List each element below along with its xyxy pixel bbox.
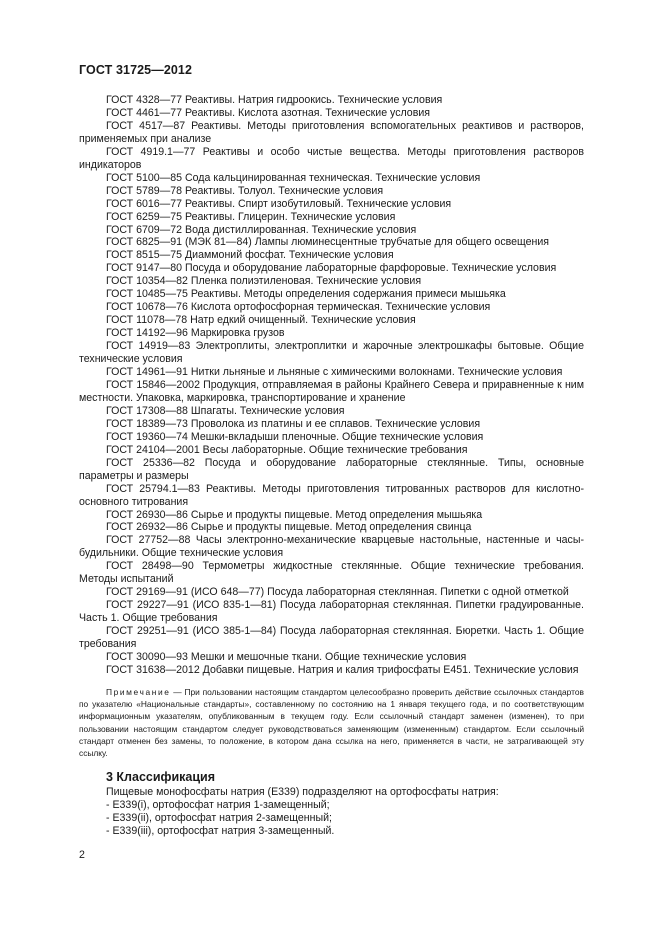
reference-item	[79, 651, 584, 664]
reference-code: ГОСТ 26932—86	[106, 521, 188, 534]
reference-title: Сырье и продукты пищевые. Метод определения мышьяка	[190, 508, 483, 521]
note-label: Примечание	[106, 687, 171, 697]
reference-item	[79, 418, 584, 431]
reference-code: ГОСТ 17308—88	[106, 404, 188, 417]
note-text: — При пользовании настоящим стандартом целесообразно проверить действие ссылочных стандартов по указателю «Национальные стандарты», составленному по состоянию на 1 января текущего года, и по соответствующим информационным указателям, опубликованным в текущем году. Если ссылочный стандарт заменен (изменен), то при пользовании настоящим стандартом следует руководствоваться заменяющим (измененным) стандартом. Если ссылочный стандарт отменен без замены, то положение, в котором дана ссылка на него, применяется в части, не затрагивающей эту ссылку.	[79, 687, 584, 759]
section-title: 3 Классификация	[106, 770, 216, 784]
reference-title: Посуда и оборудование лабораторные стеклянные. Типы, основные параметры и размеры	[79, 456, 584, 482]
reference-item	[79, 314, 584, 327]
classification-item: - Е339(iii), ортофосфат натрия 3-замещенный.	[106, 825, 335, 837]
reference-title: Реактивы. Методы определения содержания примеси мышьяка	[190, 288, 506, 301]
reference-item	[79, 405, 584, 418]
reference-item	[79, 509, 584, 522]
reference-item	[79, 457, 584, 483]
reference-code: ГОСТ 30090—93	[106, 650, 188, 663]
reference-code: ГОСТ 5789—78	[106, 184, 183, 197]
reference-code: ГОСТ 31638—2012	[106, 663, 200, 676]
reference-code: ГОСТ 11078—78	[106, 314, 188, 327]
reference-title: Продукция, отправляемая в районы Крайнего Севера и приравненные к ним местности. Упаковка, маркировка, транспортирование и хранение	[79, 378, 584, 404]
reference-item	[79, 340, 584, 366]
reference-code: ГОСТ 6825—91 (МЭК 81—84)	[106, 236, 252, 249]
reference-item	[79, 366, 584, 379]
reference-code: ГОСТ 29169—91 (ИСО 648—77)	[106, 586, 265, 599]
document-header: ГОСТ 31725—2012	[79, 63, 193, 77]
reference-title: Вода дистиллированная. Технические условия	[185, 223, 417, 236]
reference-item	[79, 379, 584, 405]
reference-item	[79, 120, 584, 146]
reference-title: Реактивы. Методы приготовления вспомогательных реактивов и растворов, применяемых при анализе	[79, 119, 584, 145]
reference-title: Посуда лабораторная стеклянная. Пипетки градуированные. Часть 1. Общие требования	[79, 599, 584, 625]
reference-code: ГОСТ 28498—90	[106, 560, 194, 573]
reference-title: Сода кальцинированная техническая. Технические условия	[185, 171, 481, 184]
reference-title: Пленка полиэтиленовая. Технические условия	[190, 275, 422, 288]
reference-code: ГОСТ 18389—73	[106, 417, 188, 430]
reference-code: ГОСТ 6016—77	[106, 197, 183, 210]
page-number: 2	[79, 849, 85, 861]
reference-item	[79, 185, 584, 198]
reference-code: ГОСТ 26930—86	[106, 508, 188, 521]
normative-references-list	[79, 94, 584, 677]
reference-code: ГОСТ 4461—77	[106, 106, 183, 119]
reference-code: ГОСТ 10485—75	[106, 288, 188, 301]
reference-code: ГОСТ 14961—91	[106, 366, 188, 379]
classification-item: - Е339(i), ортофосфат натрия 1-замещенный;	[106, 799, 330, 811]
reference-title: Добавки пищевые. Натрия и калия трифосфаты Е451. Технические условия	[202, 663, 579, 676]
reference-title: Реактивы. Толуол. Технические условия	[185, 184, 384, 197]
reference-title: Сырье и продукты пищевые. Метод определения свинца	[190, 521, 472, 534]
reference-title: Реактивы. Глицерин. Технические условия	[185, 210, 396, 223]
reference-item	[79, 625, 584, 651]
reference-title: Реактивы. Натрия гидроокись. Технические условия	[185, 94, 443, 106]
section-intro: Пищевые монофосфаты натрия (Е339) подразделяют на ортофосфаты натрия:	[106, 786, 499, 798]
reference-title: Кислота ортофосфорная термическая. Технические условия	[190, 301, 491, 314]
reference-item	[79, 560, 584, 586]
reference-code: ГОСТ 24104—2001	[106, 443, 200, 456]
reference-title: Шпагаты. Технические условия	[190, 404, 345, 417]
reference-title: Реактивы. Кислота азотная. Технические условия	[185, 106, 430, 119]
reference-code: ГОСТ 15846—2002	[106, 378, 200, 391]
reference-title: Реактивы. Методы приготовления титрованных растворов для кислотно-основного титрования	[79, 482, 584, 508]
section-body	[79, 786, 584, 838]
reference-item	[79, 249, 584, 262]
note	[79, 686, 584, 759]
reference-title: Посуда лабораторная стеклянная. Бюретки. Часть 1. Общие требования	[79, 625, 584, 651]
reference-item	[79, 224, 584, 237]
reference-code: ГОСТ 8515—75	[106, 249, 183, 262]
reference-code: ГОСТ 10678—76	[106, 301, 188, 314]
reference-code: ГОСТ 29227—91 (ИСО 835-1—81)	[106, 599, 277, 612]
reference-code: ГОСТ 25336—82	[106, 456, 195, 469]
reference-title: Проволока из платины и ее сплавов. Технические условия	[190, 417, 481, 430]
reference-code: ГОСТ 4919.1—77	[106, 145, 196, 158]
reference-code: ГОСТ 29251—91 (ИСО 385-1—84)	[106, 625, 277, 638]
reference-title: Натр едкий очищенный. Технические условия	[190, 314, 416, 327]
reference-title: Маркировка грузов	[190, 327, 285, 340]
reference-code: ГОСТ 4328—77	[106, 94, 183, 106]
reference-code: ГОСТ 27752—88	[106, 534, 191, 547]
reference-title: Посуда и оборудование лабораторные фарфоровые. Технические условия	[185, 262, 557, 275]
reference-item	[79, 431, 584, 444]
reference-code: ГОСТ 9147—80	[106, 262, 183, 275]
reference-title: Нитки льняные и льняные с химическими волокнами. Технические условия	[190, 366, 563, 379]
reference-code: ГОСТ 6259—75	[106, 210, 183, 223]
reference-code: ГОСТ 5100—85	[106, 171, 183, 184]
reference-title: Термометры жидкостные стеклянные. Общие технические требования. Методы испытаний	[79, 560, 584, 586]
reference-title: Реактивы и особо чистые вещества. Методы приготовления растворов индикаторов	[79, 145, 584, 171]
reference-code: ГОСТ 19360—74	[106, 430, 188, 443]
reference-item	[79, 483, 584, 509]
reference-code: ГОСТ 14192—96	[106, 327, 188, 340]
reference-code: ГОСТ 14919—83	[106, 340, 191, 353]
reference-title: Посуда лабораторная стеклянная. Пипетки с одной отметкой	[267, 586, 569, 599]
reference-item	[79, 198, 584, 211]
reference-title: Лампы люминесцентные трубчатые для общего освещения	[254, 236, 550, 249]
reference-item	[79, 211, 584, 224]
reference-item	[79, 172, 584, 185]
reference-code: ГОСТ 4517—87	[106, 119, 186, 132]
reference-item	[79, 586, 584, 599]
reference-code: ГОСТ 10354—82	[106, 275, 188, 288]
reference-item	[79, 236, 584, 249]
reference-item	[79, 288, 584, 301]
reference-code: ГОСТ 6709—72	[106, 223, 183, 236]
reference-item	[79, 262, 584, 275]
reference-item	[79, 146, 584, 172]
reference-item	[79, 94, 584, 107]
reference-item	[79, 599, 584, 625]
reference-title: Часы электронно-механические кварцевые настольные, настенные и часы-будильники. Общие технические условия	[79, 534, 584, 560]
reference-title: Электроплиты, электроплитки и жарочные электрошкафы бытовые. Общие технические условия	[79, 340, 584, 366]
reference-title: Диаммоний фосфат. Технические условия	[185, 249, 394, 262]
reference-item	[79, 521, 584, 534]
reference-item	[79, 301, 584, 314]
reference-item	[79, 444, 584, 457]
reference-title: Мешки и мешочные ткани. Общие технические условия	[190, 650, 467, 663]
reference-title: Весы лабораторные. Общие технические требования	[202, 443, 468, 456]
reference-title: Мешки-вкладыши пленочные. Общие технические условия	[190, 430, 484, 443]
reference-item	[79, 327, 584, 340]
reference-item	[79, 664, 584, 677]
classification-item: - Е339(ii), ортофосфат натрия 2-замещенный;	[106, 812, 332, 824]
reference-item	[79, 275, 584, 288]
reference-code: ГОСТ 25794.1—83	[106, 482, 200, 495]
reference-item	[79, 107, 584, 120]
reference-item	[79, 534, 584, 560]
reference-title: Реактивы. Спирт изобутиловый. Технические условия	[185, 197, 452, 210]
